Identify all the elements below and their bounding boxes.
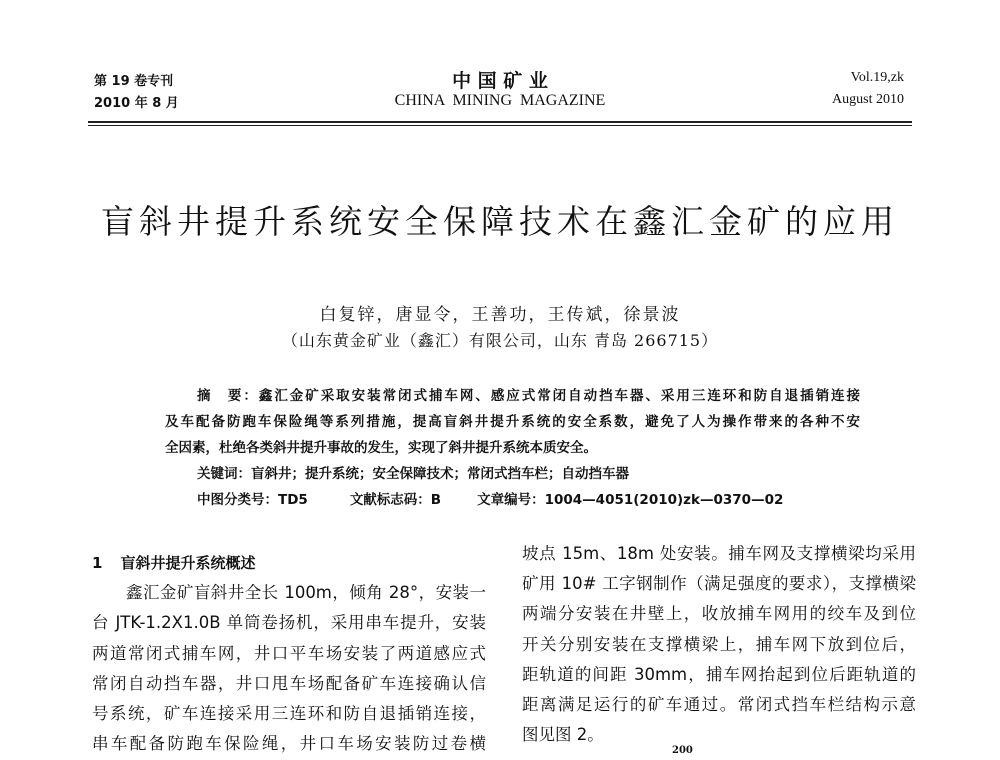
paragraph-line: 距轨道的间距 30mm，捕车网抬起到位后距轨道的 [522,664,916,684]
section-number: 1 [92,554,103,572]
paragraph-line: 图见图 2。 [522,725,604,745]
header-rule-bottom [88,125,912,126]
authors: 白复锌，唐显令，王善功，王传斌，徐景波 [319,305,681,325]
abstract [165,383,860,513]
paragraph-line: 两道常闭式捕车网，井口平车场安装了两道感应式 [92,643,486,663]
issue-date-cn: 2010 年 8 月 [94,96,179,111]
keywords: 关键词：盲斜井；提升系统；安全保障技术；常闭式挡车栏；自动挡车器 [197,466,629,482]
classification-line [165,487,860,513]
volume-en: Vol.19,zk [850,70,904,85]
abstract-line: 摘 要：鑫汇金矿采取安装常闭式捕车网、感应式常闭自动挡车器、采用三连环和防自退插销连接 [197,388,860,404]
paragraph-line: 常闭自动挡车器，井口甩车场配备矿车连接确认信 [92,673,486,693]
volume-info: 第 19 卷专刊 [94,74,174,89]
affiliation: （山东黄金矿业（鑫汇）有限公司，山东 青岛 266715） [281,331,719,350]
paragraph-line: 号系统，矿车连接采用三连环和防自退插销连接， [92,704,486,724]
paragraph-line: 矿用 10# 工字钢制作（满足强度的要求），支撑横梁 [522,574,916,594]
issue-date-en: August 2010 [832,92,904,107]
paragraph-line: 串车配备防跑车保险绳，井口车场安装防过卷横 [92,734,486,754]
paragraph-line: 鑫汇金矿盲斜井全长 100m，倾角 28°，安装一 [126,583,486,603]
page-number: 200 [672,745,693,756]
paragraph-line: 距离满足运行的矿车通过。常闭式挡车栏结构示意 [522,695,916,715]
paragraph-line: 台 JTK-1.2X1.0B 单筒卷扬机，采用串车提升，安装 [92,613,486,633]
body-right-column [522,539,916,750]
journal-name-cn: 中 国 矿 业 [452,70,548,92]
article-number: 文章编号：1004—4051(2010)zk—0370—02 [477,492,784,508]
paragraph-line: 开关分别安装在支撑横梁上，捕车网下放到位后， [522,634,916,654]
paragraph-line: 两端分安装在井壁上，收放捕车网用的绞车及到位 [522,604,916,624]
journal-name-en: CHINA MINING MAGAZINE [394,92,606,109]
clc-number: 中图分类号：TD5 [197,492,308,508]
section-heading [92,548,486,578]
document-code: 文献标志码：B [349,492,442,508]
body-left-column [92,548,486,759]
article-title: 盲斜井提升系统安全保障技术在鑫汇金矿的应用 [101,202,899,241]
abstract-line: 全因素，杜绝各类斜井提升事故的发生，实现了斜井提升系统本质安全。 [165,440,597,456]
paragraph-line: 坡点 15m、18m 处安装。捕车网及支撑横梁均采用 [522,544,916,563]
header-rule-top [88,121,912,123]
abstract-line: 及车配备防跑车保险绳等系列措施，提高盲斜井提升系统的安全系数，避免了人为操作带来的各种不安 [165,414,860,430]
section-title: 盲斜井提升系统概述 [120,554,256,572]
